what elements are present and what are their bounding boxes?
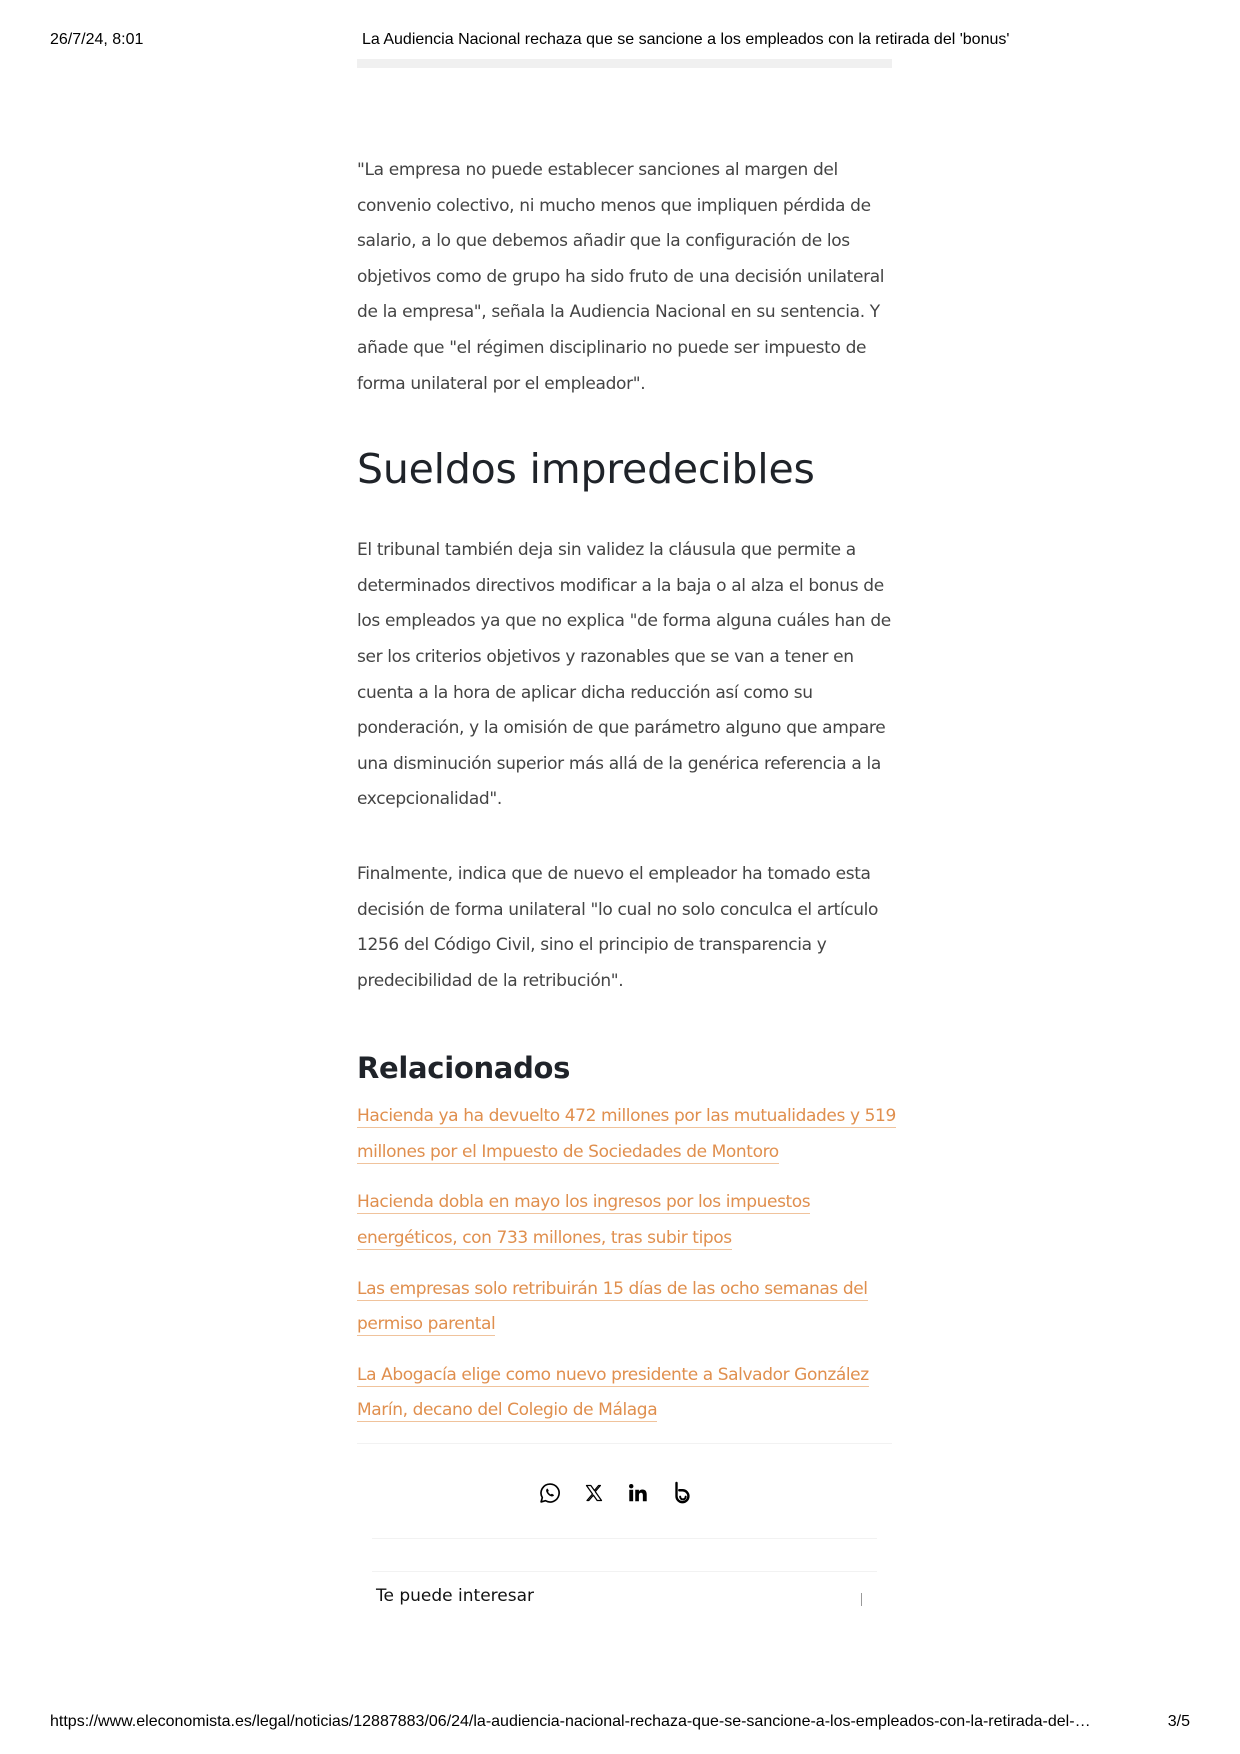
related-item (357, 1272, 897, 1343)
related-link[interactable]: Las empresas solo retribuirán 15 días de las ocho semanas del permiso parental (357, 1278, 868, 1335)
print-title: La Audiencia Nacional rechaza que se sancione a los empleados con la retirada del 'bonus' (362, 31, 1010, 48)
related-list (357, 1099, 897, 1429)
related-link[interactable]: Hacienda dobla en mayo los ingresos por los impuestos energéticos, con 733 millones, tras subir tipos (357, 1192, 811, 1249)
article-paragraph: Finalmente, indica que de nuevo el empleador ha tomado esta decisión de forma unilateral "lo cual no solo conculca el artículo 1256 del Código Civil, sino el principio de transparencia y predecibilidad de la retribución". (357, 863, 879, 991)
related-link[interactable]: Hacienda ya ha devuelto 472 millones por las mutualidades y 519 millones por el Impuesto de Sociedades de Montoro (357, 1106, 896, 1162)
related-title: Relacionados (357, 1051, 571, 1086)
article-paragraph: El tribunal también deja sin validez la cláusula que permite a determinados directivos modificar a la baja o al alza el bonus de los empleados ya que no explica "de forma alguna cuáles han de ser los criterios objetivos y razonables que se van a tener en cuenta a la hora de aplicar dicha reducción así como su ponderación, y la omisión de que parámetro alguno que ampare una disminución superior más allá de la genérica referencia a la excepcionalidad". (357, 540, 891, 810)
related-link[interactable]: La Abogacía elige como nuevo presidente a Salvador González Marín, decano del Colegio de Málaga (357, 1364, 869, 1421)
interest-separator (861, 1593, 862, 1606)
page-number: 3/5 (1167, 1713, 1190, 1730)
article-paragraph: "La empresa no puede establecer sanciones al margen del convenio colectivo, ni mucho menos que impliquen pérdida de salario, a lo que debemos añadir que la configuración de los objetivos como de grupo ha sido fruto de una decisión unilateral de la empresa", señala la Audiencia Nacional en su sentencia. Y añade que "el régimen disciplinario no puede ser impuesto de forma unilateral por el empleador". (357, 160, 885, 394)
divider (372, 1571, 877, 1572)
top-divider-bar (357, 59, 892, 68)
print-date: 26/7/24, 8:01 (50, 31, 144, 48)
related-item (357, 1358, 897, 1429)
bluesky-icon[interactable] (669, 1480, 695, 1506)
article-body (357, 153, 897, 1444)
share-bar (537, 1478, 695, 1508)
divider (357, 1443, 892, 1444)
interest-label: Te puede interesar (376, 1586, 534, 1606)
print-header (50, 31, 1190, 53)
whatsapp-icon[interactable] (537, 1480, 563, 1506)
divider (372, 1538, 877, 1539)
linkedin-icon[interactable] (625, 1480, 651, 1506)
print-url: https://www.eleconomista.es/legal/noticias/12887883/06/24/la-audiencia-nacional-rechaza-que-se-sancione-a-los-empleados-con-la-retirada-del-… (50, 1713, 1091, 1730)
section-title: Sueldos impredecibles (357, 445, 815, 494)
print-footer (50, 1713, 1190, 1733)
interest-widget[interactable] (376, 1586, 864, 1614)
related-item (357, 1185, 897, 1256)
x-icon[interactable] (581, 1480, 607, 1506)
related-item (357, 1099, 897, 1170)
